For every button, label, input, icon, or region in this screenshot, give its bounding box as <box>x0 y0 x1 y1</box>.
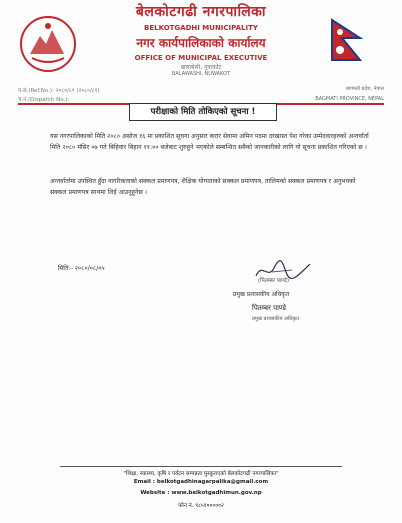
notice-paragraph-2: अन्तर्वार्तामा उपस्थित हुँदा नागरिकताको सक्कल प्रमाणपत्र, शैक्षिक योग्यताको सक्कल प्रमाणपत्र, तालिमको सक्कल प्रमाणपत्र र अनुभवको सक्कल प्रमाणपत्र साथमा लिई आउनुहुनेछ । <box>50 178 356 196</box>
place-en: BALAWASHI, NUWAKOT <box>171 71 231 77</box>
office-title-en: OFFICE OF MUNICIPAL EXECUTIVE <box>134 54 268 62</box>
ref-number: प.सं.(Ref.No.): २०८०/८१ (२०८०/८१) <box>18 88 100 94</box>
signatory-title-small: प्रमुख प्रशासकीय अधिकृत <box>233 291 290 298</box>
notice-date: मिति:- २०८०/०८/०५ <box>58 265 105 272</box>
signatory-title: प्रमुख प्रशासकीय अधिकृत <box>252 316 299 322</box>
letterhead <box>0 0 402 108</box>
signatory-name: पितम्बर पाण्डे <box>252 304 286 312</box>
footer-website: Website : www.belkotgadhimun.gov.np <box>140 490 262 496</box>
dispatch-number: च.नं.(Dispatch No.): <box>18 97 70 103</box>
place-np: बालाबेसी, नुवाकोट <box>180 64 222 71</box>
notice-paragraph-1: यस नगरपालिकाको मिति २०८० असोज १६ मा प्रकाशित सूचना अनुसार करार सेवामा अमिन पदमा दरखास्त पेश गरेका उम्मेदवारहरुको अन्तर्वार्ता मिति २०८० मंसिर ०७ गते बिहिवार बिहान ११:०० बजेबाट शुरुहुने भएकोले सम्बन्धित सबैको जानकारीको लागि यो सूचना प्रकाशित गरिएको छ । <box>50 133 369 151</box>
footer-divider <box>60 466 342 467</box>
footer-email: Email : belkotgadhinagarpalika@gmail.com <box>133 479 269 485</box>
province-np: बागमती प्रदेश, नेपाल <box>345 86 384 92</box>
municipality-title-en: BELKOTGADHI MUNICIPALITY <box>144 24 258 32</box>
municipality-title-np: बेलकोटगढी नगरपालिका <box>135 4 267 20</box>
province-en: BAGMATI PROVINCE, NEPAL <box>315 96 384 102</box>
notice-subject: परीक्षाको मिति तोकिएको सूचना ! <box>129 103 277 121</box>
footer-slogan: "शिक्षा, स्वास्थ्य, कृषि र पर्यटन सम्पन्नता मुस्कुराएको बेलकोटगढी नगरपालिका" <box>123 471 279 477</box>
footer-phone: फोन नं. ९८५१०००००२ <box>178 503 224 509</box>
signatory-name-small: (पितम्बर पाण्डे) <box>258 278 290 284</box>
office-title-np: नगर कार्यपालिकाको कार्यालय <box>136 36 266 50</box>
